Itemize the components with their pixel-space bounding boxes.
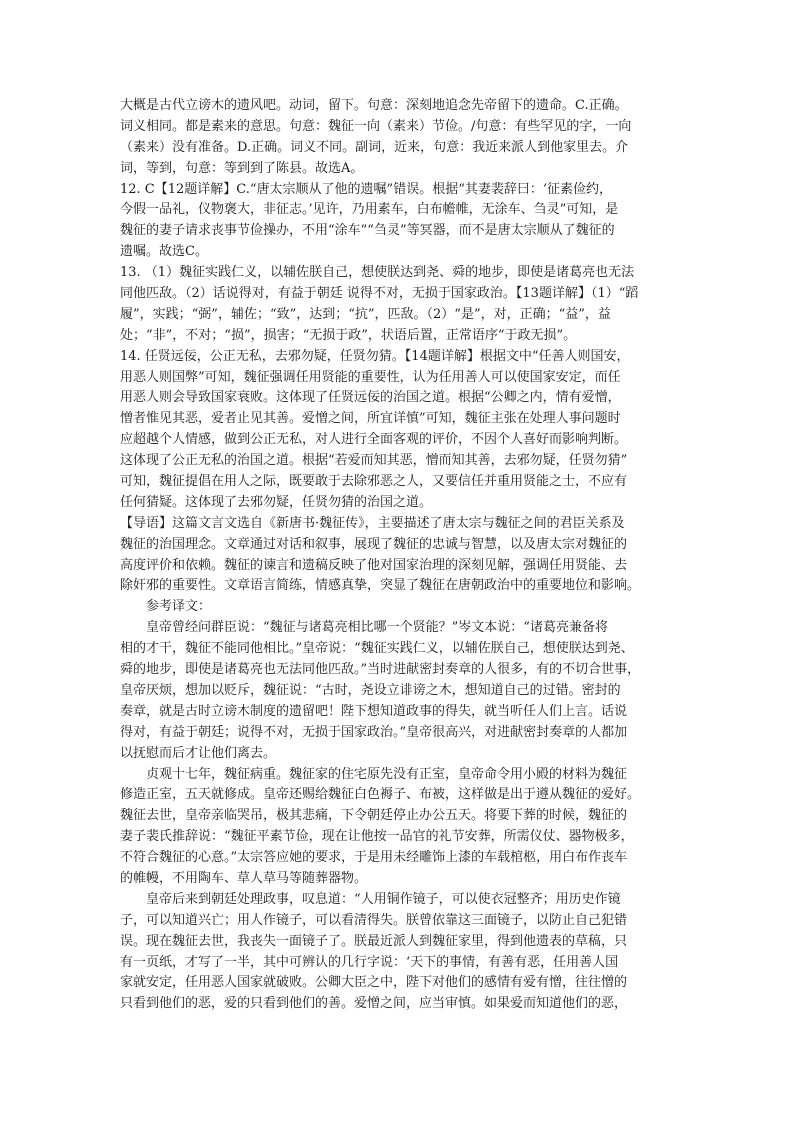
text-line: 以抚慰而后才让他们离去。 (120, 745, 277, 761)
text-line: 处；“非”，不对；“损”，损害；“无损于政”，状语后置，正常语序“于政无损”。 (120, 327, 577, 343)
text-line: 魏征的治国理念。文章通过对话和叙事，展现了魏征的忠诚与智慧，以及唐太宗对魏征的 (120, 536, 628, 552)
text-line: 误。现在魏征去世，我丧失一面镜子了。朕最近派人到魏征家里，得到他遗表的草稿，只 (120, 933, 628, 949)
text-line: 遗嘱。故选C。 (120, 244, 208, 260)
text-line: 皇帝后来到朝廷处理政事，叹息道：“人用铜作镜子，可以使衣冠整齐；用历史作镜 (146, 891, 621, 907)
text-line: 奏章，就是古时立谤木制度的遗留吧！陛下想知道政事的得失，就当听任人们上言。话说 (120, 703, 628, 719)
text-line: 履”，实践；“弼”，辅佐；“致”，达到；“抗”，匹敌。（2）“是”，对，正确；“益”，益 (120, 306, 611, 322)
text-line: 词，等到，句意：等到到了陈县。故选A。 (120, 160, 364, 176)
text-line: 词义相同。都是素来的意思。句意：魏征一向（素来）节俭。/句意：有些罕见的字，一向 (120, 118, 632, 134)
text-line: 13. （1）魏征实践仁义，以辅佐朕自己，想使朕达到尧、舜的地步，即使是诸葛亮也无法 (120, 265, 635, 281)
text-line: 14. 任贤远佞，公正无私，去邪勿疑，任贤勿猜。【14题详解】根据文中“任善人则国安， (120, 348, 630, 364)
text-line: 除奸邪的重要性。文章语言简练，情感真挚，突显了魏征在唐朝政治中的重要地位和影响。 (120, 578, 641, 594)
text-line: 任何猜疑。这体现了去邪勿疑，任贤勿猜的治国之道。 (120, 494, 433, 510)
text-line: 得对，有益于朝廷；说得不对，无损于国家政治。”皇帝很高兴，对进献密封奏章的人都加 (120, 724, 628, 740)
text-line: 子，可以知道兴亡；用人作镜子，可以看清得失。朕曾依靠这三面镜子，以防止自己犯错 (120, 912, 628, 928)
text-line: 魏征的妻子请求丧事节俭操办，不用“涂车”“刍灵”等冥器，而不是唐太宗顺从了魏征的 (120, 223, 615, 239)
text-line: 可知，魏征提倡在用人之际，既要敢于去除邪恶之人，又要信任并重用贤能之士，不应有 (120, 474, 628, 490)
text-line: 相的才干，魏征不能同他相比。”皇帝说：“魏征实践仁义，以辅佐朕自己，想使朕达到尧、 (120, 641, 634, 657)
text-line: 家就安定，任用恶人国家就破败。公卿大臣之中，陛下对他们的感情有爱有憎，往往憎的 (120, 975, 628, 991)
text-line: 皇帝曾经问群臣说：“魏征与诸葛亮相比哪一个贤能？”岑文本说：“诸葛亮兼备将 (146, 620, 608, 636)
text-line: 大概是古代立谤木的遗风吧。动词，留下。句意：深刻地追念先帝留下的遗命。C.正确。 (120, 98, 628, 113)
text-line: 用恶人则会导致国家衰败。这体现了任贤远佞的治国之道。根据“公卿之内，情有爱憎， (120, 390, 621, 406)
text-line: 高度评价和依赖。魏征的谏言和遗稿反映了他对国家治理的深刻见解，强调任用贤能、去 (120, 557, 628, 573)
text-line: 的帷幔，不用陶车、草人草马等随葬器物。 (120, 870, 368, 886)
text-line: 有一页纸，才写了一半，其中可辨认的几行字说：‘天下的事情，有善有恶，任用善人国 (120, 954, 619, 970)
text-line: 同他匹敌。（2）话说得对，有益于朝廷 说得不对，无损于国家政治。【13题详解】（1）“蹈 (120, 286, 639, 302)
text-line: 这体现了公正无私的治国之道。根据“若爱而知其恶，憎而知其善，去邪勿疑，任贤勿猜” (120, 453, 628, 469)
text-line: 12. C【12题详解】C.“唐太宗顺从了他的遗嘱”错误。根据“其妻裴辞曰：‘征素俭约， (120, 181, 612, 197)
text-line: 憎者惟见其恶，爱者止见其善。爱憎之间，所宜详慎”可知，魏征主张在处理人事问题时 (120, 411, 621, 427)
text-line: 舜的地步，即使是诸葛亮也无法同他匹敌。”当时进献密封奏章的人很多，有的不切合世事， (120, 662, 641, 678)
text-line: 妻子裴氏推辞说：“魏征平素节俭，现在让他按一品官的礼节安葬，所需仪仗、器物极多， (120, 829, 634, 845)
text-line: 只看到他们的恶，爱的只看到他们的善。爱憎之间，应当审慎。如果爱而知道他们的恶， (120, 996, 628, 1012)
text-line: 应超越个人情感，做到公正无私，对人进行全面客观的评价，不因个人喜好而影响判断。 (120, 432, 628, 448)
text-line: 不符合魏征的心意。”太宗答应她的要求，于是用未经雕饰上漆的车载棺柩，用白布作丧车 (120, 850, 628, 866)
text-line: 今假一品礼，仪物褒大，非征志。’见许，乃用素车，白布幨帷，无涂车、刍灵”可知，是 (120, 202, 619, 218)
text-line: 魏征去世，皇帝亲临哭吊，极其悲痛，下令朝廷停止办公五天。将要下葬的时候，魏征的 (120, 808, 628, 824)
document-page (120, 96, 675, 1015)
text-line: 皇帝厌烦，想加以贬斥，魏征说：“古时，尧设立诽谤之木，想知道自己的过错。密封的 (120, 682, 621, 698)
text-line: 用恶人则国弊”可知，魏征强调任用贤能的重要性，认为任用善人可以使国家安定，而任 (120, 369, 621, 385)
text-line: 参考译文： (146, 599, 212, 615)
text-line: （素来）没有准备。D.正确。词义不同。副词，近来，句意：我近来派人到他家里去。介 (120, 139, 629, 155)
text-line: 【导语】这篇文言文选自《新唐书·魏征传》，主要描述了唐太宗与魏征之间的君臣关系及 (120, 515, 625, 531)
text-line: 修造正室，五天就修成。皇帝还赐给魏征白色褥子、布被，这样做是出于遵从魏征的爱好。 (120, 787, 641, 803)
text-line: 贞观十七年，魏征病重。魏征家的住宅原先没有正室，皇帝命令用小殿的材料为魏征 (146, 766, 628, 782)
